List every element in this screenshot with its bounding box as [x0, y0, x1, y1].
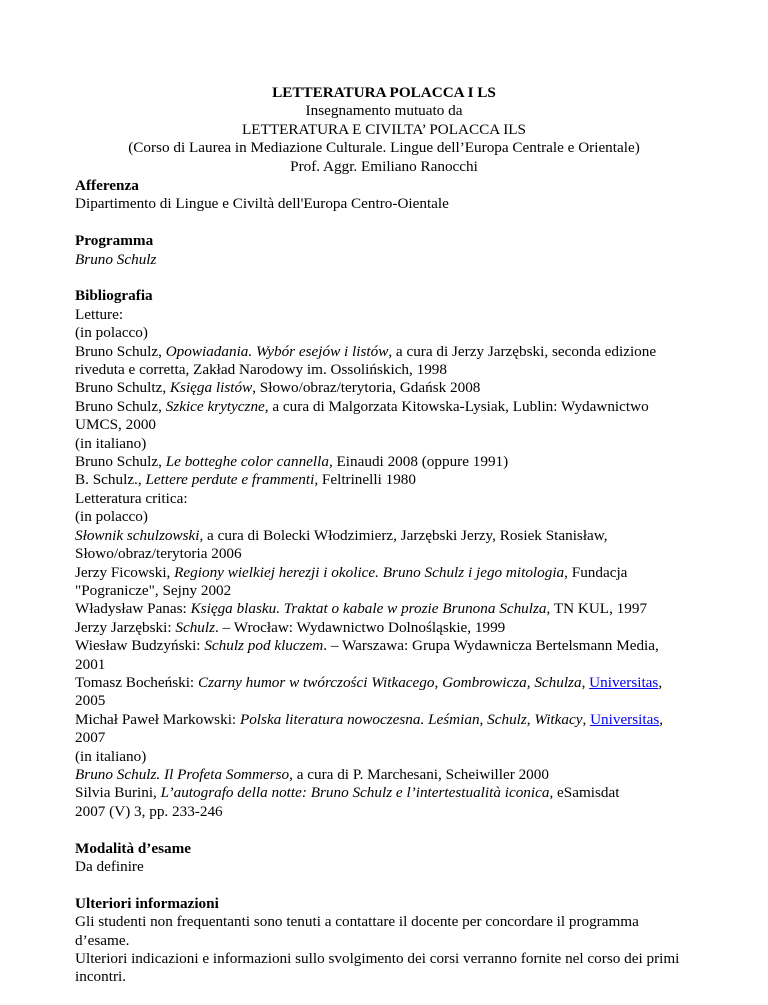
bib-entry: Bruno Schulz. Il Profeta Sommerso, a cura di P. Marchesani, Scheiwiller 2000 [75, 765, 549, 783]
bib-entry-continued: "Pogranicze", Sejny 2002 [75, 581, 232, 599]
paragraph-line: d’esame. [75, 931, 130, 949]
bib-entry: Bruno Schulz, Szkice krytyczne, a cura di Malgorzata Kitowska-Lysiak, Lublin: Wydawnictwo [75, 397, 649, 415]
bib-entry: Jerzy Jarzębski: Schulz. – Wrocław: Wydawnictwo Dolnośląskie, 1999 [75, 618, 506, 636]
bib-entry: Silvia Burini, L’autografo della notte: Bruno Schulz e l’intertestualità iconica, eSamisdat [75, 784, 620, 802]
language-label: (in polacco) [75, 324, 148, 342]
bib-entry: B. Schulz., Lettere perdute e frammenti, Feltrinelli 1980 [75, 471, 416, 489]
section-title: Modalità d’esame [75, 839, 191, 857]
bib-entry-continued: 2007 [75, 729, 106, 747]
bib-entry: Bruno Schulz, Opowiadania. Wybór esejów i listów, a cura di Jerzy Jarzębski, seconda edizione [75, 342, 657, 360]
bib-entry-continued: 2001 [75, 655, 106, 673]
publisher-link[interactable]: Universitas [590, 710, 660, 728]
subheading-letteratura-critica: Letteratura critica: [75, 489, 188, 507]
header-professor: Prof. Aggr. Emiliano Ranocchi [290, 157, 478, 175]
section-modalita-esame [75, 840, 695, 877]
bib-entry: Bruno Schultz, Księga listów, Słowo/obraz/terytoria, Gdańsk 2008 [75, 379, 481, 397]
section-ulteriori-informazioni [75, 895, 695, 987]
bib-entry: Jerzy Ficowski, Regiony wielkiej herezji i okolice. Bruno Schulz i jego mitologia, Fundacja [75, 563, 628, 581]
bib-entry: Władysław Panas: Księga blasku. Traktat o kabale w prozie Brunona Schulza, TN KUL, 1997 [75, 600, 648, 618]
section-text: Dipartimento di Lingue e Civiltà dell'Europa Centro-Oientale [75, 195, 449, 213]
bib-entry: Bruno Schulz, Le botteghe color cannella, Einaudi 2008 (oppure 1991) [75, 453, 509, 471]
section-bibliografia [75, 287, 695, 821]
section-afferenza [75, 177, 695, 214]
paragraph-line: Ulteriori indicazioni e informazioni sullo svolgimento dei corsi verranno fornite nel corso dei primi [75, 950, 680, 967]
section-title: Programma [75, 232, 154, 250]
section-text [75, 251, 695, 269]
header-course-name: LETTERATURA E CIVILTA’ POLACCA ILS [242, 120, 526, 138]
section-title: Bibliografia [75, 287, 153, 305]
program-topic: Bruno Schulz [75, 250, 157, 268]
header-subtitle: Insegnamento mutuato da [305, 102, 463, 120]
document-header [0, 84, 768, 176]
bib-entry-continued: riveduta e corretta, Zakład Narodowy im. Ossolińskich, 1998 [75, 361, 447, 379]
paragraph-line: incontri. [75, 968, 127, 986]
bib-entry: Wiesław Budzyński: Schulz pod kluczem. – Warszawa: Grupa Wydawnicza Bertelsmann Media, [75, 637, 659, 655]
course-title: LETTERATURA POLACCA I LS [272, 84, 496, 101]
bib-entry: Michał Paweł Markowski: Polska literatura nowoczesna. Leśmian, Schulz, Witkacy, Universitas, [75, 710, 664, 728]
subheading-letture: Letture: [75, 305, 124, 323]
bib-entry: Tomasz Bocheński: Czarny humor w twórczości Witkacego, Gombrowicza, Schulza, Universitas, [75, 673, 663, 691]
section-title: Afferenza [75, 177, 139, 194]
paragraph-line: Gli studenti non frequentanti sono tenuti a contattare il docente per concordare il programma [75, 913, 639, 931]
bib-entry-continued: UMCS, 2000 [75, 416, 157, 434]
bib-entry-continued: Słowo/obraz/terytoria 2006 [75, 545, 242, 563]
language-label: (in italiano) [75, 747, 147, 765]
section-title: Ulteriori informazioni [75, 894, 219, 912]
language-label: (in polacco) [75, 508, 148, 526]
bib-entry-continued: 2007 (V) 3, pp. 233-246 [75, 802, 223, 820]
document-body [75, 177, 695, 1005]
header-degree: (Corso di Laurea in Mediazione Culturale. Lingue dell’Europa Centrale e Orientale) [128, 139, 640, 157]
bib-entry: Słownik schulzowski, a cura di Bolecki Włodzimierz, Jarzębski Jerzy, Rosiek Stanisław, [75, 526, 608, 544]
language-label: (in italiano) [75, 434, 147, 452]
bib-entry-continued: 2005 [75, 692, 106, 710]
publisher-link[interactable]: Universitas [589, 673, 659, 691]
section-programma [75, 232, 695, 269]
section-text: Da definire [75, 857, 144, 875]
